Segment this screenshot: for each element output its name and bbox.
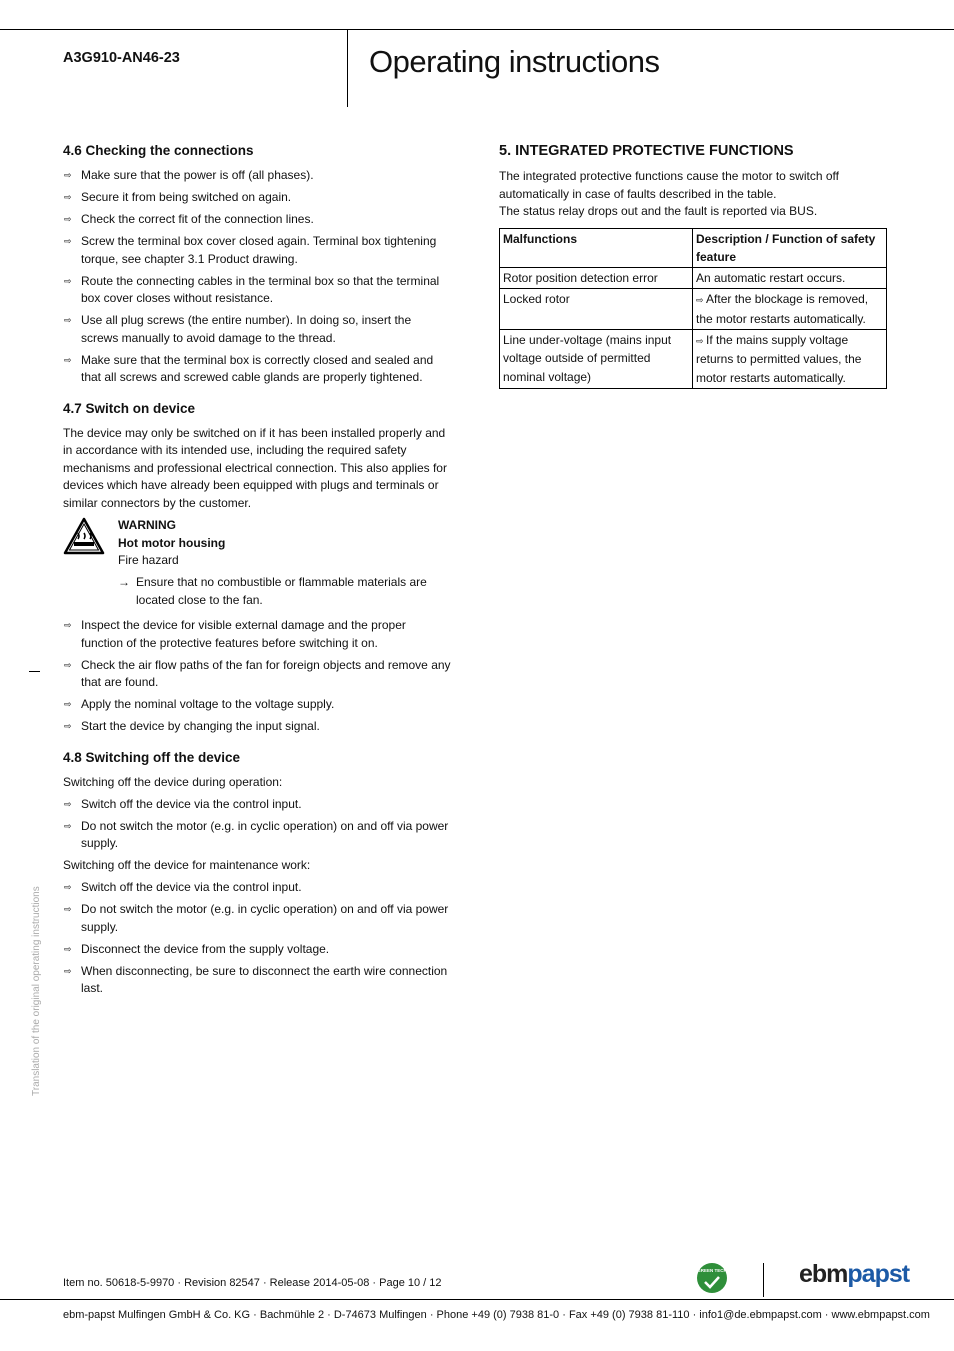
- right-column: [499, 143, 887, 389]
- warning-label: WARNING: [118, 518, 176, 532]
- double-arrow-icon: ⇨: [64, 354, 72, 365]
- double-arrow-icon: ⇨: [64, 236, 72, 246]
- list-item: ⇨ Secure it from being switched on again.: [63, 189, 451, 207]
- list-item: ⇨ Use all plug screws (the entire number). In doing so, insert the screws manually to avoid damage to the thread.: [64, 313, 412, 345]
- sidebar-translation-note: Translation of the original operating instructions: [31, 886, 42, 1096]
- protective-functions-table: [499, 228, 887, 389]
- footer-item-info: Item no. 50618-5-9970 · Revision 82547 · Release 2014-05-08 · Page 10 / 12: [63, 1277, 442, 1289]
- paragraph-maintenance: Switching off the device for maintenance work:: [63, 858, 311, 872]
- table-cell: An automatic restart occurs.: [693, 268, 887, 289]
- footer-rule: [0, 1299, 954, 1300]
- double-arrow-icon: ⇨: [64, 315, 72, 325]
- table-row: [500, 268, 887, 289]
- list-4-6: [63, 167, 451, 387]
- table-row: [500, 289, 887, 330]
- table-row: [500, 329, 887, 388]
- footer-company-info: ebm-papst Mulfingen GmbH & Co. KG · Bachmühle 2 · D-74673 Mulfingen · Phone +49 (0) 7938 81-0 · Fax +49 (0) 7938 81-110 · info1@de.ebmpapst.com · www.ebmpapst.com: [63, 1309, 930, 1321]
- section-heading-5: 5. INTEGRATED PROTECTIVE FUNCTIONS: [499, 143, 794, 159]
- double-arrow-icon: ⇨: [64, 882, 72, 892]
- section-heading-4-7: 4.7 Switch on device: [63, 400, 196, 416]
- logo-divider: [763, 1263, 764, 1297]
- list-4-8-operation: [63, 796, 451, 853]
- table-cell: ⇨ If the mains supply voltage returns to permitted values, the motor restarts automatically.: [693, 329, 887, 388]
- list-item: ⇨ Make sure that the terminal box is correctly closed and sealed and that all screws and screwed cable glands are properly tightened.: [64, 352, 434, 384]
- paragraph-switch-on: The device may only be switched on if it has been installed properly and in accordance with its intended use, including the required safety mechanisms and professional electrical connection. This also applies for devices which have already been equipped with plugs and terminals or similar connectors by the customer.: [63, 425, 447, 510]
- warning-subject: Hot motor housing: [118, 535, 226, 550]
- list-item: ⇨ Do not switch the motor (e.g. in cyclic operation) on and off via power supply.: [64, 902, 449, 934]
- list-item: ⇨ Route the connecting cables in the terminal box so that the terminal box cover closes without resistance.: [64, 273, 440, 305]
- list-item: ⇨ Screw the terminal box cover closed again. Terminal box tightening torque, see chapter 3.1 Product drawing.: [64, 234, 437, 266]
- page-title: Operating instructions: [369, 44, 660, 79]
- double-arrow-icon: ⇨: [64, 275, 72, 286]
- table-cell: Locked rotor: [500, 289, 693, 330]
- greentech-badge: GREEN TECH: [697, 1263, 727, 1293]
- table-header-cell: Malfunctions: [500, 228, 693, 268]
- table-header-row: [500, 228, 887, 268]
- warning-hazard: Fire hazard: [118, 553, 179, 567]
- double-arrow-icon: ⇨: [64, 798, 72, 809]
- warning-action: → Ensure that no combustible or flammable materials are located close to the fan.: [118, 575, 427, 607]
- double-arrow-icon: ⇨: [64, 620, 72, 630]
- double-arrow-icon: ⇨: [64, 699, 72, 709]
- table-header-cell: Description / Function of safety feature: [693, 228, 887, 268]
- warning-block: [63, 517, 451, 617]
- list-item: ⇨ Make sure that the power is off (all phases).: [63, 167, 451, 185]
- double-arrow-icon: ⇨: [64, 214, 72, 224]
- model-number: A3G910-AN46-23: [63, 50, 180, 66]
- double-arrow-icon: ⇨: [696, 295, 707, 306]
- header-rule: [0, 29, 954, 30]
- hot-surface-warning-icon: [63, 517, 105, 555]
- paragraph-during-operation: Switching off the device during operation:: [63, 774, 283, 789]
- double-arrow-icon: ⇨: [64, 192, 72, 202]
- double-arrow-icon: ⇨: [64, 170, 72, 180]
- list-item: ⇨ Disconnect the device from the supply voltage.: [63, 941, 451, 959]
- list-item: ⇨ Start the device by changing the input signal.: [63, 718, 451, 736]
- table-cell: Line under-voltage (mains input voltage outside of permitted nominal voltage): [500, 329, 693, 388]
- ebmpapst-logo: ebmpapst: [799, 1260, 910, 1288]
- paragraph-protective-2: The status relay drops out and the fault is reported via BUS.: [499, 204, 818, 218]
- list-item: ⇨ Switch off the device via the control input.: [63, 879, 451, 897]
- checkmark-icon: [703, 1275, 721, 1289]
- left-column: [63, 143, 451, 998]
- section-heading-4-6: 4.6 Checking the connections: [63, 143, 254, 158]
- section-heading-4-8: 4.8 Switching off the device: [63, 749, 241, 765]
- list-item: ⇨ Apply the nominal voltage to the voltage supply.: [63, 696, 451, 714]
- double-arrow-icon: ⇨: [64, 965, 72, 976]
- double-arrow-icon: ⇨: [64, 721, 72, 731]
- list-item: ⇨ When disconnecting, be sure to disconnect the earth wire connection last.: [64, 963, 448, 995]
- margin-tick: [29, 671, 40, 672]
- arrow-right-icon: →: [118, 575, 130, 589]
- list-4-8-maintenance: [63, 879, 451, 998]
- double-arrow-icon: ⇨: [696, 335, 707, 346]
- header-divider: [347, 30, 348, 107]
- table-cell: ⇨ After the blockage is removed, the motor restarts automatically.: [693, 289, 887, 330]
- paragraph-protective-1: The integrated protective functions cause the motor to switch off automatically in case of faults described in the table.: [499, 169, 839, 201]
- double-arrow-icon: ⇨: [64, 904, 72, 914]
- list-item: ⇨ Inspect the device for visible external damage and the proper function of the protective features before switching it on.: [64, 618, 406, 650]
- list-item: ⇨ Check the air flow paths of the fan for foreign objects and remove any that are found.: [64, 657, 451, 689]
- list-item: ⇨ Check the correct fit of the connection lines.: [63, 211, 451, 229]
- list-4-7: [63, 617, 451, 736]
- table-cell: Rotor position detection error: [500, 268, 693, 289]
- double-arrow-icon: ⇨: [64, 659, 72, 670]
- list-item: ⇨ Switch off the device via the control input.: [63, 796, 451, 814]
- double-arrow-icon: ⇨: [64, 820, 72, 831]
- list-item: ⇨ Do not switch the motor (e.g. in cyclic operation) on and off via power supply.: [64, 818, 449, 850]
- double-arrow-icon: ⇨: [64, 943, 72, 954]
